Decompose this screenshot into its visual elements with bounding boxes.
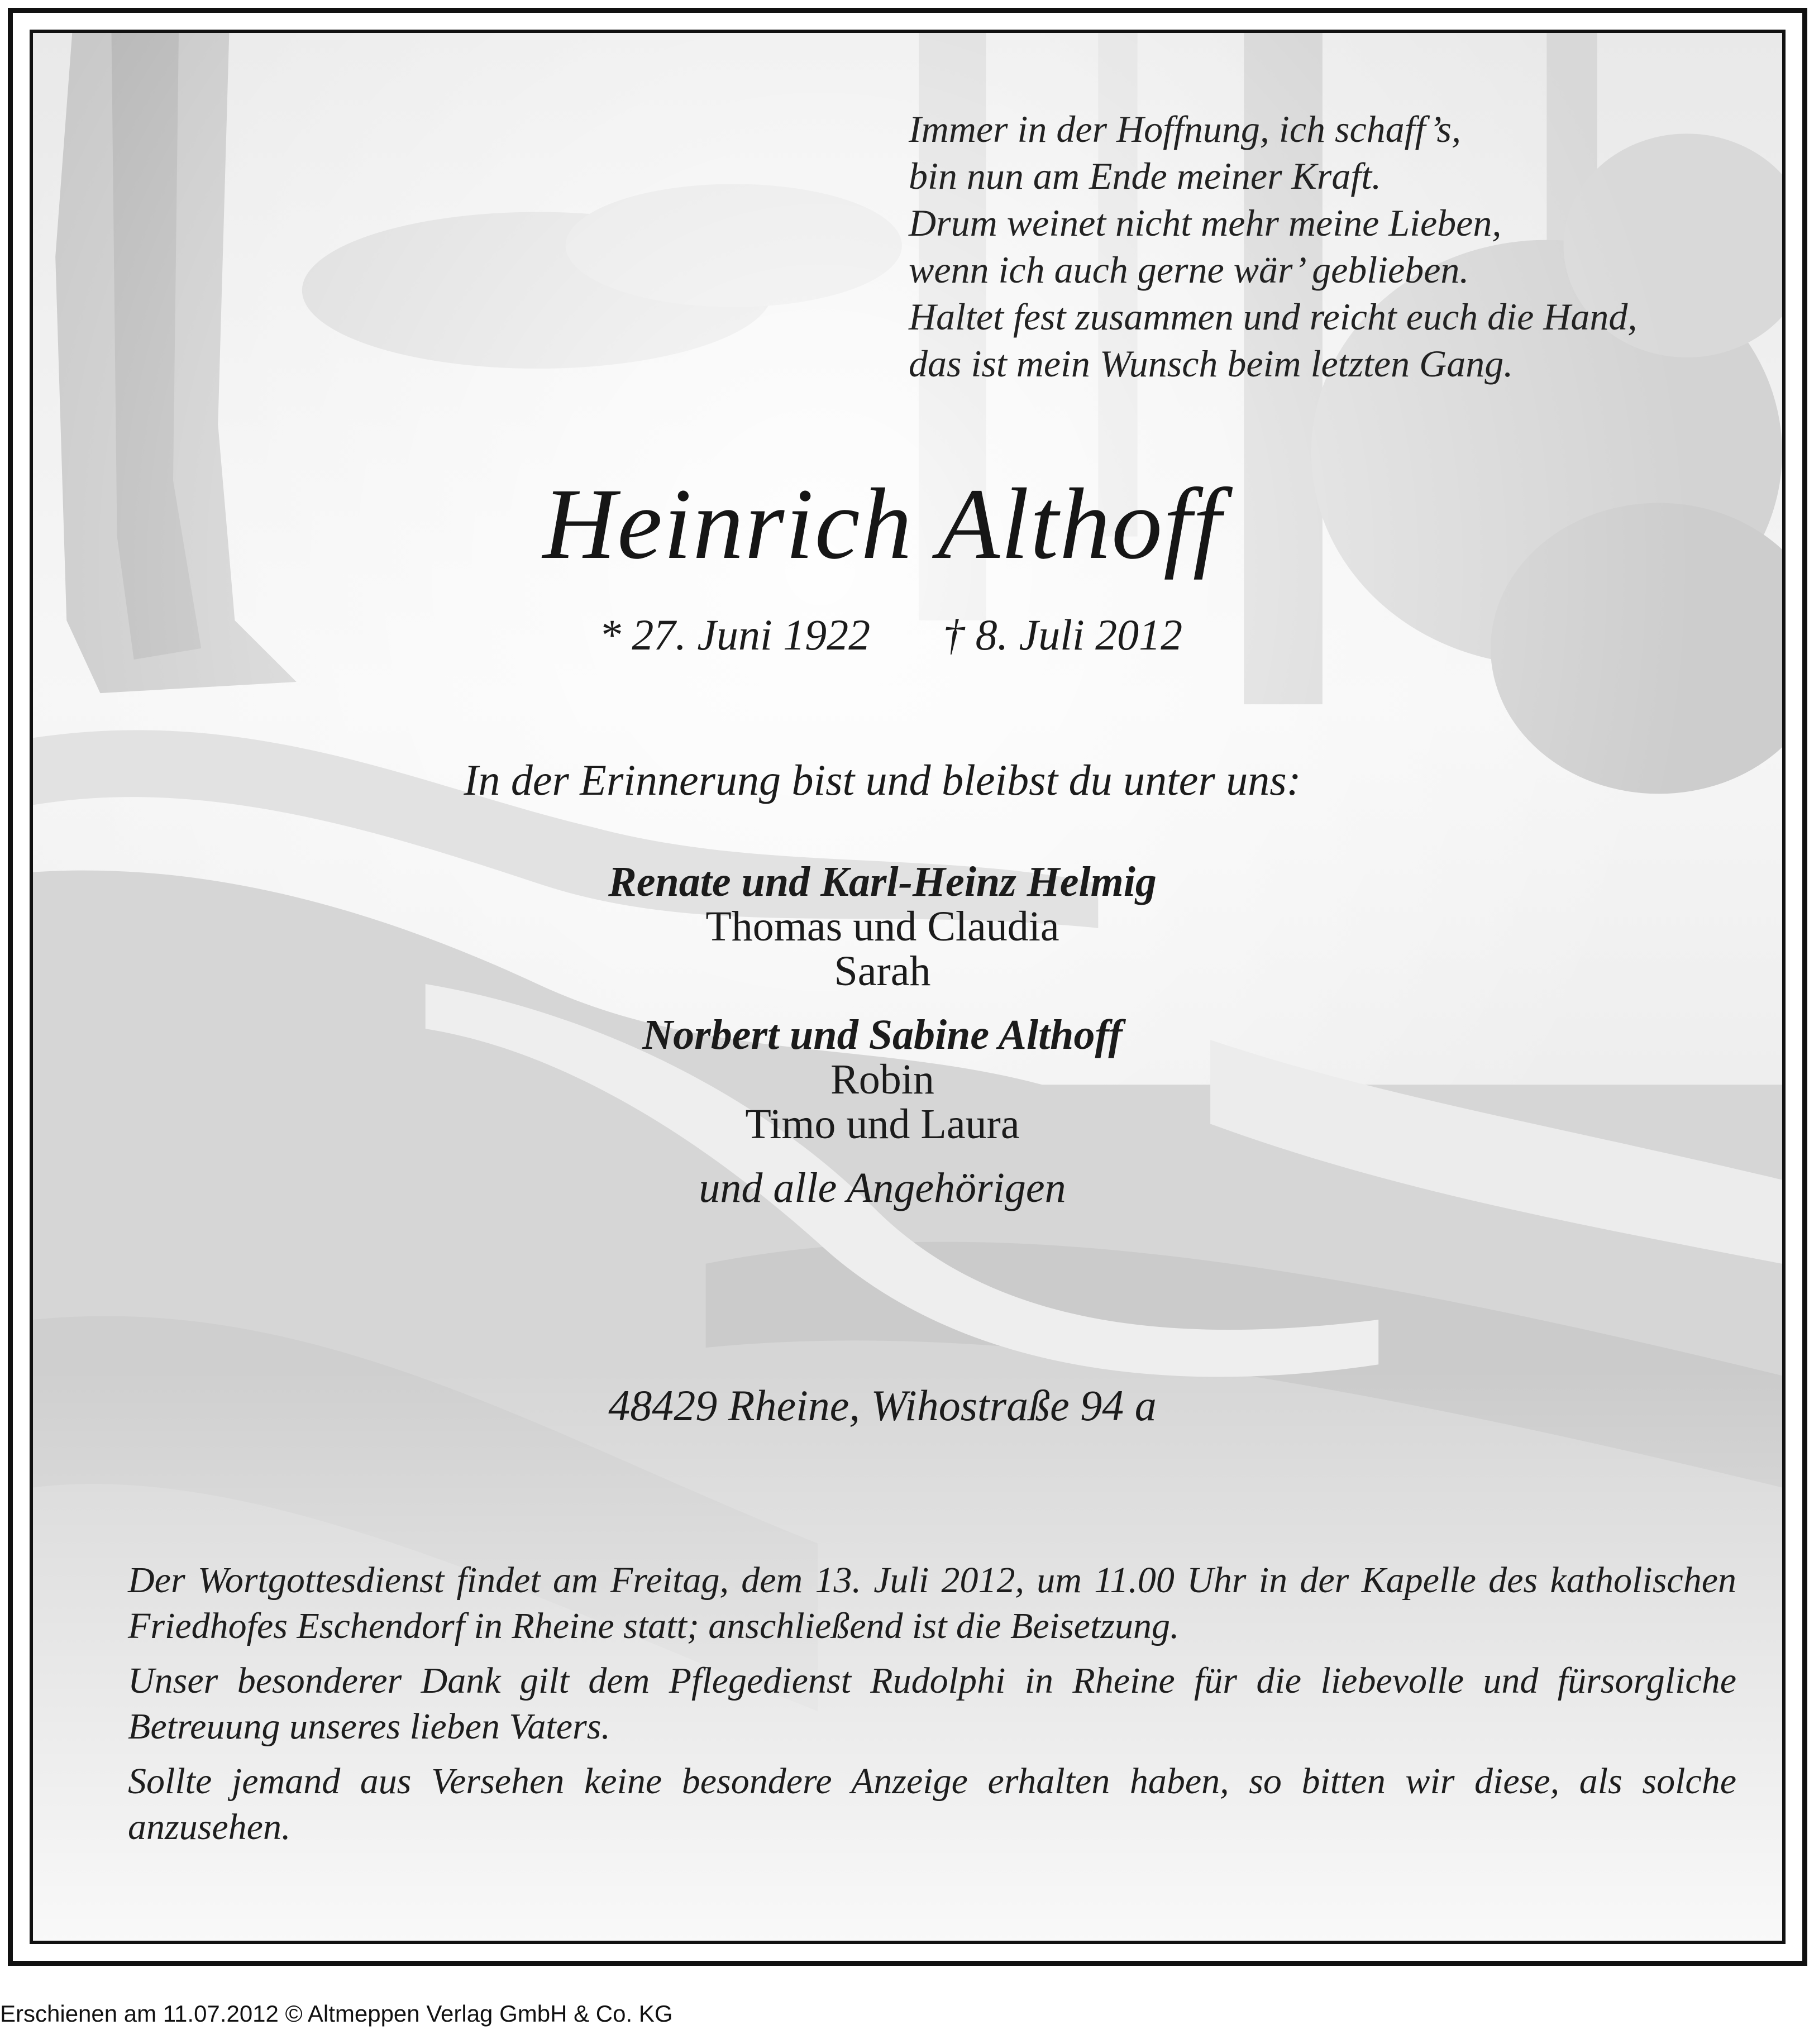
poem-line: bin nun am Ende meiner Kraft. [909,155,1382,197]
deceased-name: Heinrich Althoff [542,468,1223,580]
life-dates [33,608,1782,662]
poem [909,106,1786,387]
obituary-outer-frame [8,8,1807,1966]
thanks-note: Unser besonderer Dank gilt dem Pflegedienst Rudolphi in Rheine für die liebevolle und fürsorgliche Betreuung unseres lieben Vaters. [128,1660,1736,1747]
family-group [33,859,1732,994]
family-group-head: Renate und Karl-Heinz Helmig [608,858,1157,905]
all-relatives: und alle Angehörigen [699,1164,1066,1211]
death-date: † 8. Juli 2012 [943,610,1183,659]
family-member: Robin [830,1056,934,1103]
address: 48429 Rheine, Wihostraße 94 a [608,1381,1157,1430]
family-member: Thomas und Claudia [705,903,1059,950]
poem-line: das ist mein Wunsch beim letzten Gang. [909,342,1514,385]
notes [128,1558,1736,1859]
obituary-inner-frame [30,30,1786,1944]
poem-line: Immer in der Hoffnung, ich schaff’s, [909,108,1462,150]
family-list [33,859,1782,1210]
family-group-head: Norbert und Sabine Althoff [642,1011,1123,1058]
publication-credit: Erschienen am 11.07.2012 © Altmeppen Verlag GmbH & Co. KG [0,2000,673,2027]
poem-line: Haltet fest zusammen und reicht euch die Hand, [909,295,1638,338]
family-group [33,1013,1732,1147]
poem-line: Drum weinet nicht mehr meine Lieben, [909,202,1502,244]
birth-date: * 27. Juni 1922 [599,610,871,659]
family-member: Sarah [834,948,931,995]
poem-line: wenn ich auch gerne wär’ geblieben. [909,249,1469,291]
family-member: Timo und Laura [745,1101,1020,1148]
notice-note: Sollte jemand aus Versehen keine besondere Anzeige erhalten haben, so bitten wir diese, als solche anzusehen. [128,1761,1736,1847]
service-note: Der Wortgottesdienst findet am Freitag, dem 13. Juli 2012, um 11.00 Uhr in der Kapelle des katholischen Friedhofes Eschendorf in Rheine statt; anschließend ist die Beisetzung. [128,1560,1736,1646]
memory-line: In der Erinnerung bist und bleibst du unter uns: [464,756,1301,804]
